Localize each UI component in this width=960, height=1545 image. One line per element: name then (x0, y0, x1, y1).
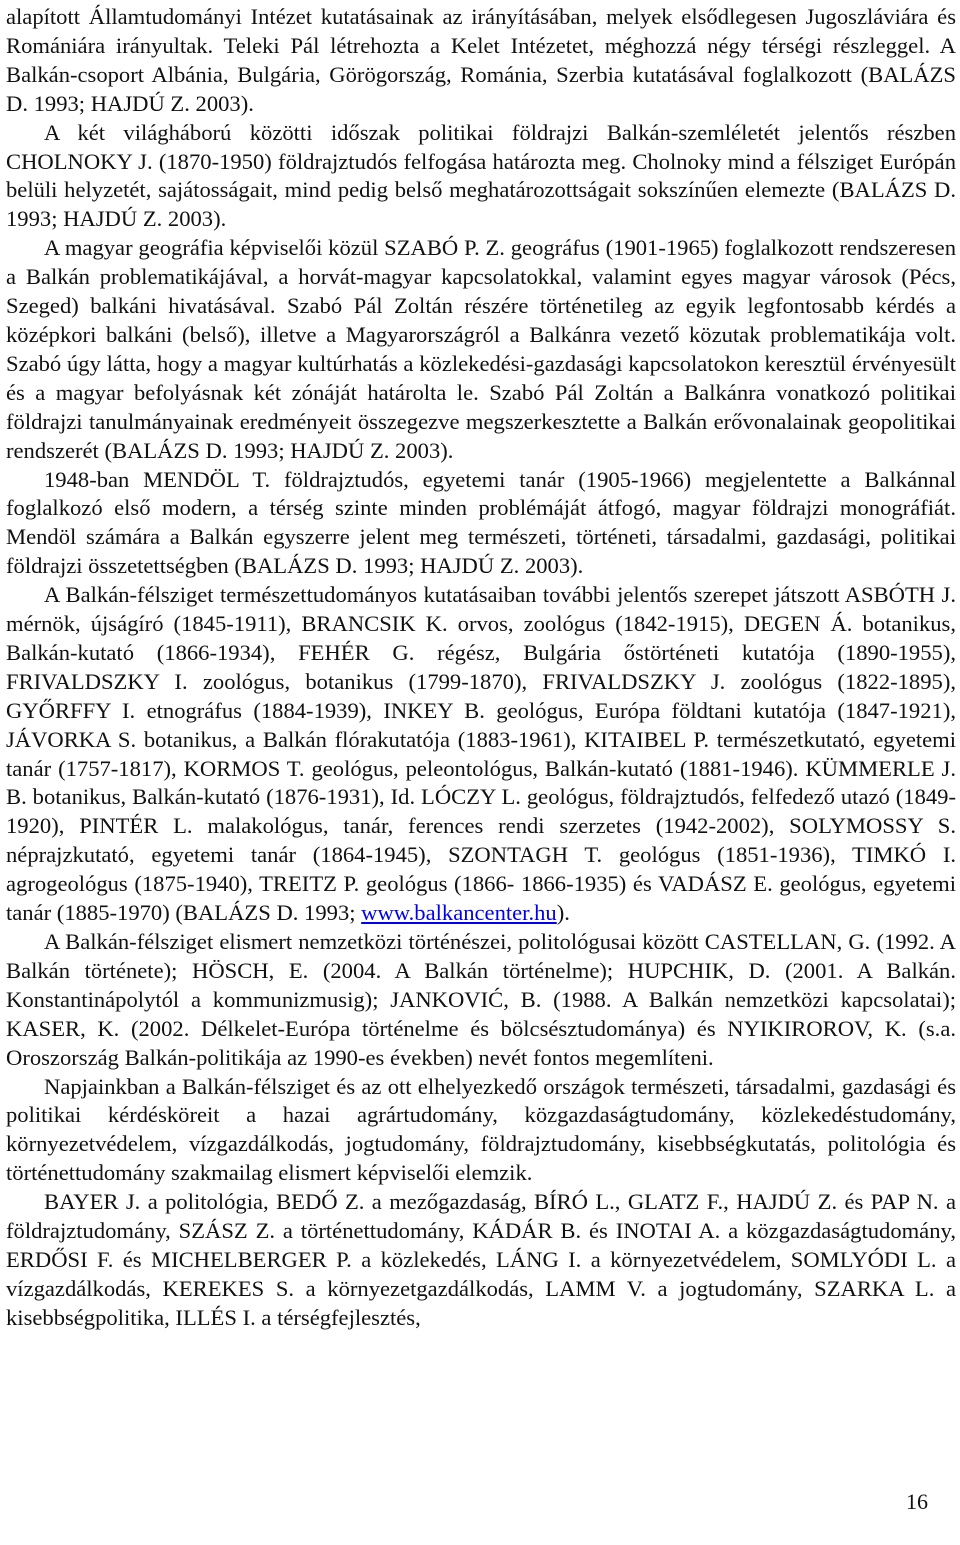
body-text (6, 3, 956, 1333)
paragraph-text: A Balkán-félsziget természettudományos kutatásaiban további jelentős szerepet játszott ASBÓTH J. mérnök, újságíró (1845-1911), BRANCSIK K. orvos, zoológus (1842-1915), DEGEN Á. botanikus, Balkán-kutató (1866-1934), FEHÉR G. régész, Bulgária őstörténeti kutatója (1890-1955), FRIVALDSZKY I. zoológus, botanikus (1799-1870), FRIVALDSZKY J. zoológus (1822-1895), GYŐRFFY I. etnográfus (1884-1939), INKEY B. geológus, Európa földtani kutatója (1847-1921), JÁVORKA S. botanikus, a Balkán flórakutatója (1883-1961), KITAIBEL P. természetkutató, egyetemi tanár (1757-1817), KORMOS T. geológus, peleontológus, Balkán-kutató (1881-1946). KÜMMERLE J. B. botanikus, Balkán-kutató (1876-1931), Id. LÓCZY L. geológus, földrajztudós, felfedező utazó (1849-1920), PINTÉR L. malakológus, tanár, ferences rendi szerzetes (1942-2002), SOLYMOSSY S. néprajzkutató, egyetemi tanár (1864-1945), SZONTAGH T. geológus (1851-1936), TIMKÓ I. agrogeológus (1875-1940), TREITZ P. geológus (1866- 1866-1935) és VADÁSZ E. geológus, egyetemi tanár (1885-1970) (BALÁZS D. 1993; (6, 582, 956, 926)
paragraph-text: ). (556, 900, 570, 926)
paragraph (6, 581, 956, 928)
paragraph (6, 3, 956, 119)
paragraph-text: A két világháború közötti időszak politikai földrajzi Balkán-szemléletét jelentős részben CHOLNOKY J. (1870-1950) földrajztudós felfogása határozta meg. Cholnoky mind a félsziget Európán belüli helyzetét, sajátosságait, mind pedig belső meghatározottságait sokszínűen elemezte (BALÁZS D. 1993; HAJDÚ Z. 2003). (6, 119, 956, 232)
paragraph (6, 928, 956, 1073)
paragraph-text: A magyar geográfia képviselői közül SZABÓ P. Z. geográfus (1901-1965) foglalkozott rendszeresen a Balkán problematikájával, a horvát-magyar kapcsolatokkal, valamint egyes magyar városok (Pécs, Szeged) balkáni hivatásával. Szabó Pál Zoltán részére történetileg az egyik legfontosabb kérdés a középkori balkáni (belső), illetve a Magyarországról a Balkánra vezető közutak problematikája volt. Szabó úgy látta, hogy a magyar kultúrhatás a közlekedési-gazdasági kapcsolatokon keresztül érvényesült és a magyar befolyásnak két zónáját határolta le. Szabó Pál Zoltán a Balkánra vonatkozó politikai földrajzi tanulmányainak eredményeit összegezve megszerkesztette a Balkán erővonalainak geopolitikai rendszerét (BALÁZS D. 1993; HAJDÚ Z. 2003). (6, 235, 956, 463)
paragraph-text: A Balkán-félsziget elismert nemzetközi történészei, politológusai között CASTELLAN, G. (1992. A Balkán története); HÖSCH, E. (2004. A Balkán történelme); HUPCHIK, D. (2001. A Balkán. Konstantinápolytól a kommunizmusig); JANKOVIĆ, B. (1988. A Balkán nemzetközi kapcsolatai); KASER, K. (2002. Délkelet-Európa történelme és bölcsésztudománya) és NYIKIROROV, K. (s.a. Oroszország Balkán-politikája az 1990-es években) nevét fontos megemlíteni. (6, 929, 956, 1070)
paragraph (6, 1073, 956, 1189)
paragraph-text: 1948-ban MENDÖL T. földrajztudós, egyetemi tanár (1905-1966) megjelentette a Balkánnal foglalkozó első modern, a térség szinte minden problémáját átfogó, magyar földrajzi monográfiát. Mendöl számára a Balkán egyszerre jelent meg természeti, történeti, társadalmi, gazdasági, politikai földrajzi összetettségben (BALÁZS D. 1993; HAJDÚ Z. 2003). (6, 466, 956, 579)
paragraph-text: alapított Államtudományi Intézet kutatásainak az irányításában, melyek elsődlegesen Jugoszláviára és Romániára irányultak. Teleki Pál létrehozta a Kelet Intézetet, méghozzá négy térségi részleggel. A Balkán-csoport Albánia, Bulgária, Görögország, Románia, Szerbia kutatásával foglalkozott (BALÁZS D. 1993; HAJDÚ Z. 2003). (6, 4, 956, 116)
paragraph (6, 466, 956, 582)
paragraph (6, 234, 956, 465)
paragraph-text: BAYER J. a politológia, BEDŐ Z. a mezőgazdaság, BÍRÓ L., GLATZ F., HAJDÚ Z. és PAP N. a földrajztudomány, SZÁSZ Z. a történettudomány, KÁDÁR B. és INOTAI A. a közgazdaságtudomány, ERDŐSI F. és MICHELBERGER P. a közlekedés, LÁNG I. a környezetvédelem, SOMLYÓDI L. a vízgazdálkodás, KEREKES S. a környezetgazdálkodás, LAMM V. a jogtudomány, SZARKA L. a kisebbségpolitika, ILLÉS I. a térségfejlesztés, (6, 1189, 956, 1330)
reference-link[interactable]: www.balkancenter.hu (361, 900, 557, 926)
page-number: 16 (906, 1489, 928, 1514)
paragraph (6, 119, 956, 235)
paragraph-text: Napjainkban a Balkán-félsziget és az ott elhelyezkedő országok természeti, társadalmi, gazdasági és politikai kérdésköreit a hazai agrártudomány, közgazdaságtudomány, közlekedéstudomány, környezetvédelem, vízgazdálkodás, jogtudomány, földrajztudomány, kisebbségkutatás, politológia és történettudomány szakmailag elismert képviselői elemzik. (6, 1073, 956, 1186)
paragraph (6, 1188, 956, 1333)
